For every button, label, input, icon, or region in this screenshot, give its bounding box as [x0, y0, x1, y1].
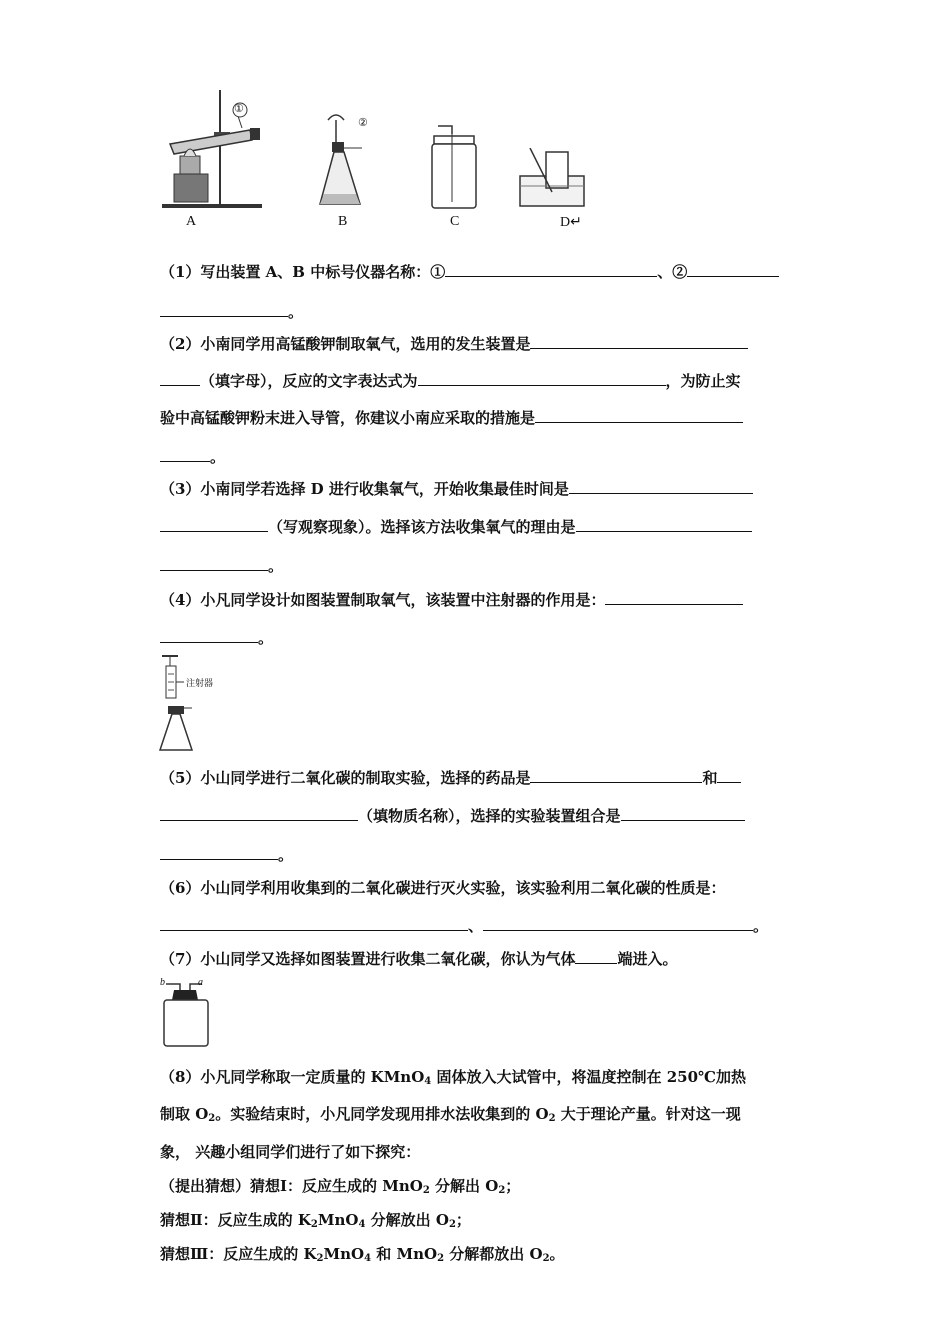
q6-blank-1[interactable]	[160, 916, 468, 931]
q4-blank-1[interactable]	[605, 590, 743, 605]
apparatus-c-figure	[428, 122, 478, 210]
g2-sub-3: 2	[448, 1219, 456, 1230]
g2-sub-1: 2	[310, 1219, 318, 1230]
q2-blank-2[interactable]	[418, 371, 666, 386]
q5-line-1b: 和	[702, 769, 718, 787]
syringe-apparatus-figure	[158, 654, 228, 754]
q3-line-2a: （写观察现象）。选择该方法收集氧气的理由是	[268, 518, 576, 536]
question-6-line-1	[160, 878, 725, 898]
q6-line-1-text: （6）小山同学利用收集到的二氧化碳进行灭火实验，该实验利用二氧化碳的性质是：	[160, 879, 726, 897]
question-7-line-1	[160, 949, 677, 969]
q8-line-1b: 固体放入大试管中，将温度控制在 250℃加热	[431, 1068, 746, 1086]
q2-line-2b: ，为防止实	[665, 372, 741, 390]
question-1-line-2	[160, 302, 303, 322]
q2-end: 。	[210, 448, 226, 466]
hypothesis-3	[160, 1244, 565, 1264]
q5-blank-2-cont[interactable]	[160, 806, 358, 821]
q2-blank-1[interactable]	[530, 334, 748, 349]
q5-end: 。	[278, 846, 294, 864]
g3-sub-1: 2	[316, 1253, 324, 1264]
g1-c: ；	[505, 1177, 521, 1195]
g3-sub-4: 2	[542, 1253, 550, 1264]
hypothesis-1	[160, 1176, 520, 1196]
q5-blank-1[interactable]	[530, 768, 702, 783]
question-5-line-1	[160, 768, 741, 788]
q8-sub-o2-2: 2	[548, 1113, 556, 1124]
apparatus-figure-row	[150, 82, 630, 232]
q1-sep: 、②	[657, 263, 688, 281]
q4-blank-1-cont[interactable]	[160, 628, 258, 643]
g3-d: 分解都放出 O	[444, 1245, 543, 1263]
q8-sub-4: 4	[424, 1076, 432, 1087]
q3-blank-1-cont[interactable]	[160, 517, 268, 532]
apparatus-d-label: D↵	[560, 215, 582, 230]
q8-line-2c: 大于理论产量。针对这一现	[555, 1105, 741, 1123]
q1-text: （1）写出装置 A、B 中标号仪器名称：①	[160, 263, 446, 281]
question-5-line-3	[160, 845, 293, 865]
question-2-line-2	[160, 371, 741, 391]
q5-blank-3-cont[interactable]	[160, 845, 278, 860]
q2-blank-3-cont[interactable]	[160, 447, 210, 462]
g2-d: ；	[455, 1211, 471, 1229]
q6-sep: 、	[468, 917, 484, 935]
q6-blank-2[interactable]	[483, 916, 753, 931]
q1-blank-1[interactable]	[445, 262, 657, 277]
tube-label-b: b	[160, 977, 165, 988]
g1-b: 分解出 O	[429, 1177, 499, 1195]
question-8-line-3	[160, 1142, 420, 1162]
q3-blank-1[interactable]	[569, 479, 753, 494]
question-2-line-1	[160, 334, 748, 354]
g3-e: 。	[549, 1245, 565, 1263]
question-4-line-2	[160, 628, 273, 648]
q1-blank-2-cont[interactable]	[160, 302, 288, 317]
g2-c: 分解放出 O	[365, 1211, 449, 1229]
question-3-line-2	[160, 517, 752, 537]
g3-sub-2: 4	[364, 1253, 372, 1264]
q8-line-3: 象， 兴趣小组同学们进行了如下探究：	[160, 1143, 421, 1161]
g3-sub-3: 2	[437, 1253, 445, 1264]
question-1-line-1	[160, 262, 779, 282]
g1-a: （提出猜想）猜想Ⅰ：反应生成的 MnO	[160, 1177, 423, 1195]
q6-end: 。	[753, 917, 769, 935]
question-2-line-3	[160, 408, 743, 428]
q8-line-2b: 。实验结束时，小凡同学发现用排水法收集到的 O	[215, 1105, 549, 1123]
apparatus-d-figure	[518, 148, 588, 210]
g3-a: 猜想Ⅲ：反应生成的 K	[160, 1245, 317, 1263]
question-3-line-1	[160, 479, 753, 499]
gas-bottle-figure	[158, 978, 218, 1050]
g2-a: 猜想Ⅱ：反应生成的 K	[160, 1211, 311, 1229]
hypothesis-2	[160, 1210, 471, 1230]
q2-line-1-text: （2）小南同学用高锰酸钾制取氧气，选用的发生装置是	[160, 335, 531, 353]
q7-text-a: （7）小山同学又选择如图装置进行收集二氧化碳，你认为气体	[160, 950, 576, 968]
q4-line-1-text: （4）小凡同学设计如图装置制取氧气，该装置中注射器的作用是：	[160, 591, 606, 609]
question-8-line-1	[160, 1067, 746, 1087]
marker-1: ①	[234, 103, 244, 115]
q5-line-2a: （填物质名称），选择的实验装置组合是	[358, 807, 621, 825]
question-6-line-2	[160, 916, 768, 936]
q7-blank[interactable]	[575, 949, 617, 964]
q3-line-1-text: （3）小南同学若选择 D 进行收集氧气，开始收集最佳时间是	[160, 480, 569, 498]
apparatus-a-label: A	[186, 214, 197, 229]
q1-end: 。	[288, 303, 304, 321]
q4-end: 。	[258, 629, 274, 647]
marker-2: ②	[358, 117, 368, 129]
q7-text-b: 端进入。	[617, 950, 678, 968]
q3-end: 。	[268, 557, 284, 575]
question-8-line-2	[160, 1104, 741, 1124]
q1-blank-2[interactable]	[687, 262, 779, 277]
tube-label-a: a	[198, 977, 203, 988]
q2-blank-1-cont[interactable]	[160, 371, 200, 386]
q3-blank-2[interactable]	[576, 517, 752, 532]
q2-line-3-text: 验中高锰酸钾粉末进入导管，你建议小南应采取的措施是	[160, 409, 536, 427]
apparatus-b-label: B	[338, 214, 348, 229]
q2-blank-3[interactable]	[535, 408, 743, 423]
apparatus-c-label: C	[450, 214, 460, 229]
q5-blank-2[interactable]	[717, 768, 741, 783]
apparatus-a-figure	[158, 86, 270, 211]
q8-line-2a: 制取 O	[160, 1105, 209, 1123]
question-3-line-3	[160, 556, 283, 576]
question-4-line-1	[160, 590, 743, 610]
g2-sub-2: 4	[358, 1219, 366, 1230]
q5-line-1a: （5）小山同学进行二氧化碳的制取实验，选择的药品是	[160, 769, 531, 787]
g2-b: MnO	[317, 1211, 359, 1229]
question-2-line-4	[160, 447, 225, 467]
g1-sub-2: 2	[498, 1185, 506, 1196]
syringe-label: 注射器	[186, 679, 214, 689]
g3-b: MnO	[323, 1245, 365, 1263]
q3-blank-2-cont[interactable]	[160, 556, 268, 571]
g1-sub-1: 2	[422, 1185, 430, 1196]
q8-sub-o2-1: 2	[208, 1113, 216, 1124]
question-5-line-2	[160, 806, 745, 826]
q2-line-2a: （填字母），反应的文字表达式为	[200, 372, 418, 390]
g3-c: 和 MnO	[371, 1245, 438, 1263]
q8-line-1a: （8）小凡同学称取一定质量的 KMnO	[160, 1068, 425, 1086]
q5-blank-3[interactable]	[621, 806, 745, 821]
